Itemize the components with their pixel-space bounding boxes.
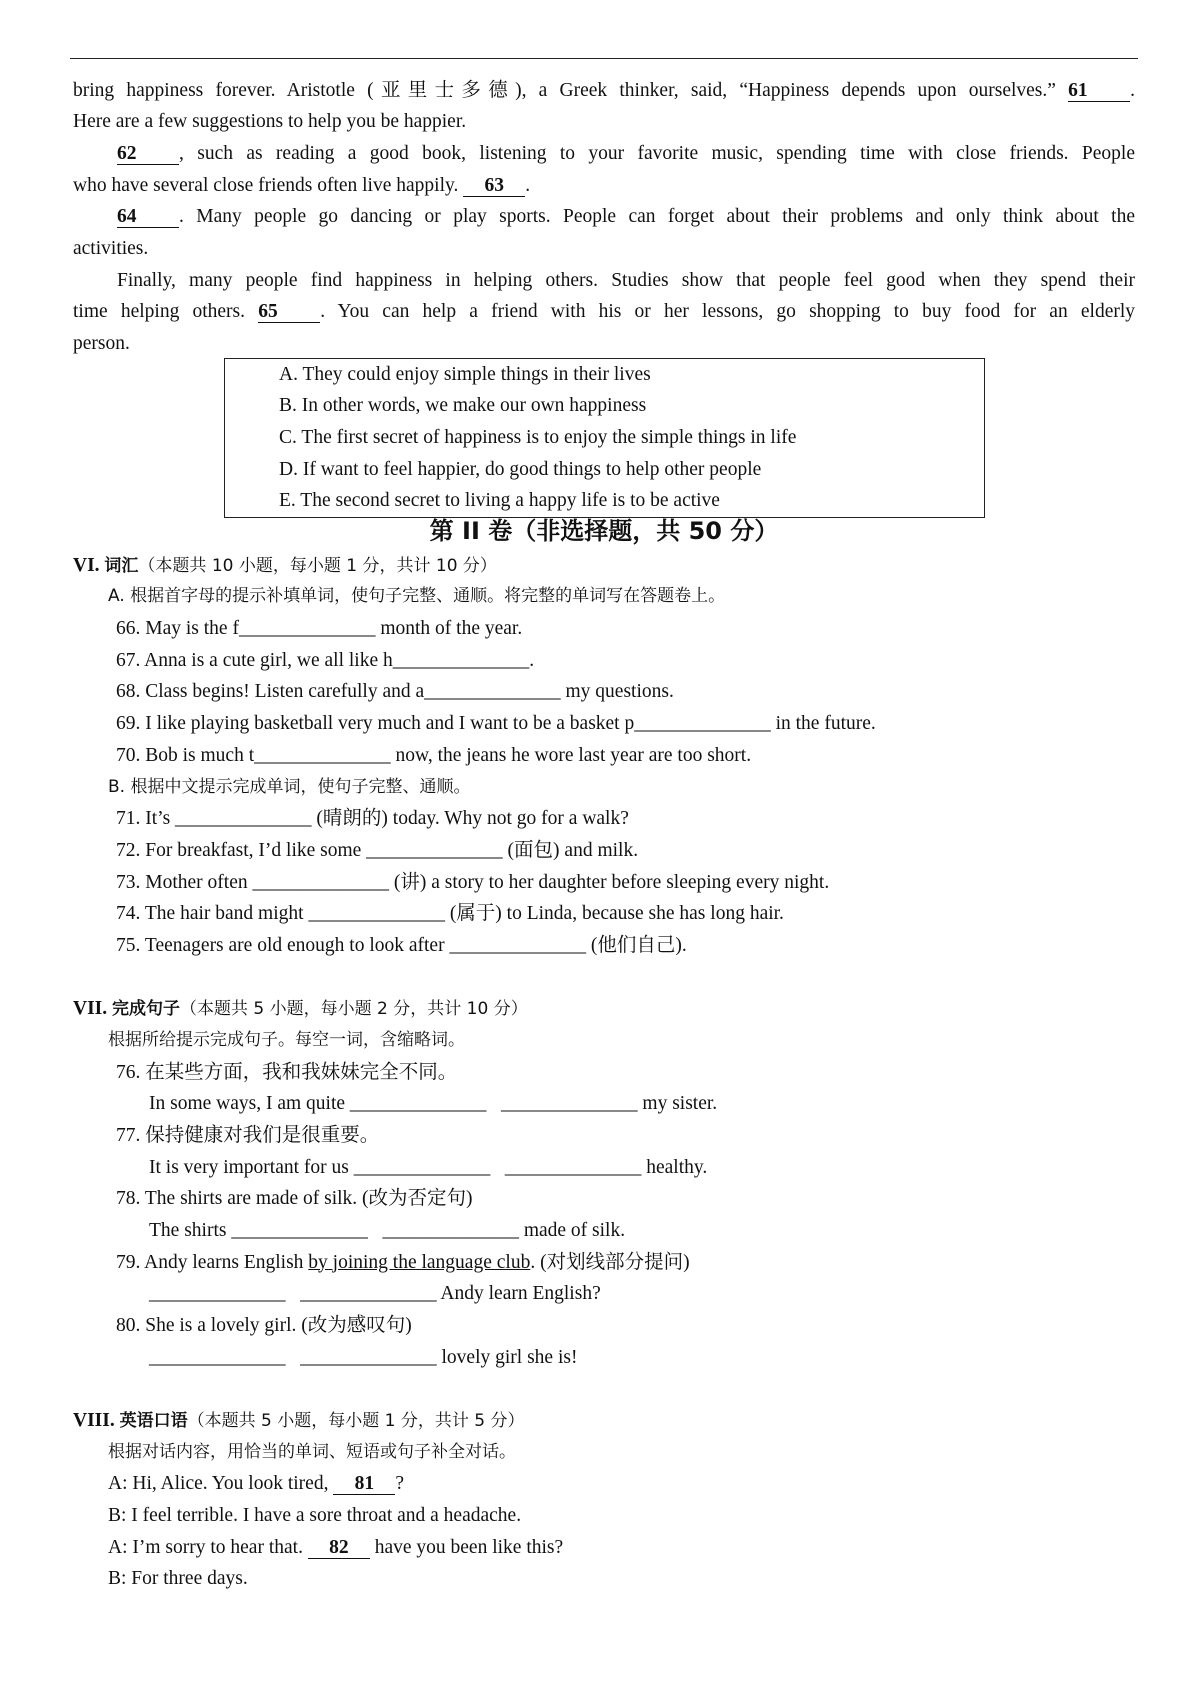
option-b: B. In other words, we make our own happiness xyxy=(279,395,647,417)
text: . You can help a friend with his or her lessons, go shopping to buy food for an elderly xyxy=(320,301,1136,323)
blank-81[interactable]: 81 xyxy=(333,1474,395,1495)
question-76: 76. 在某些方面，我和我妹妹完全不同。 xyxy=(116,1061,458,1083)
text: 79. Andy learns English xyxy=(116,1251,309,1273)
question-79 xyxy=(73,1247,1135,1279)
passage-line xyxy=(73,138,1135,170)
options-box xyxy=(224,358,985,518)
section-number: VIII. xyxy=(73,1409,115,1431)
answer-77: It is very important for us ______________ ______________ healthy. xyxy=(149,1156,708,1178)
question-74: 74. The hair band might ______________ (属于) to Linda, because she has long hair. xyxy=(116,903,784,925)
passage-line xyxy=(73,201,1135,233)
option-d: D. If want to feel happier, do good things to help other people xyxy=(279,458,762,480)
blank-64[interactable]: 64 xyxy=(117,207,179,228)
question-69: 69. I like playing basketball very much and I want to be a basket p______________ in the future. xyxy=(116,713,876,735)
passage-line xyxy=(73,296,1135,328)
passage-line xyxy=(73,170,1135,202)
question-67: 67. Anna is a cute girl, we all like h______________. xyxy=(116,649,535,671)
section-title: 英语口语 xyxy=(119,1410,188,1431)
question-77: 77. 保持健康对我们是很重要。 xyxy=(116,1124,380,1146)
answer-78: The shirts ______________ ______________ made of silk. xyxy=(149,1219,626,1241)
blank-62[interactable]: 62 xyxy=(117,144,179,165)
underlined-phrase: by joining the language club xyxy=(308,1251,531,1273)
question-78: 78. The shirts are made of silk. (改为否定句) xyxy=(116,1188,473,1210)
exam-page xyxy=(73,75,1135,1595)
text: A: I’m sorry to hear that. xyxy=(108,1536,303,1558)
option-e: E. The second secret to living a happy life is to be active xyxy=(279,490,720,512)
section-note: （本题共 10 小题，每小题 1 分，共计 10 分） xyxy=(138,555,497,576)
section-title: 完成句子 xyxy=(112,999,181,1020)
text: A: Hi, Alice. You look tired, xyxy=(108,1473,329,1495)
header-rule xyxy=(70,58,1138,59)
dialogue-line xyxy=(73,1468,1135,1500)
text: . (对划线部分提问) xyxy=(530,1251,690,1273)
question-73: 73. Mother often ______________ (讲) a story to her daughter before sleeping every night. xyxy=(116,871,830,893)
question-70: 70. Bob is much t______________ now, the jeans he wore last year are too short. xyxy=(116,744,752,766)
text: time helping others. xyxy=(73,301,246,323)
dialogue-line xyxy=(73,1532,1135,1564)
passage-line: activities. xyxy=(73,238,149,260)
instruction: B. 根据中文提示完成单词，使句子完整、通顺。 xyxy=(108,776,471,797)
dialogue-line: B: I feel terrible. I have a sore throat and a headache. xyxy=(108,1504,522,1526)
answer-80: ______________ ______________ lovely girl she is! xyxy=(149,1346,578,1368)
section-note: （本题共 5 小题，每小题 2 分，共计 10 分） xyxy=(180,999,528,1020)
instruction: 根据对话内容，用恰当的单词、短语或句子补全对话。 xyxy=(108,1441,516,1462)
text: . xyxy=(1130,79,1135,101)
answer-76: In some ways, I am quite ______________ ______________ my sister. xyxy=(149,1093,718,1115)
dialogue-line: B: For three days. xyxy=(108,1568,248,1590)
instruction: 根据所给提示完成句子。每空一词，含缩略词。 xyxy=(108,1029,465,1050)
text: , such as reading a good book, listening to your favorite music, spending time with close friends. People xyxy=(179,143,1135,165)
question-71: 71. It’s ______________ (晴朗的) today. Why not go for a walk? xyxy=(116,808,629,830)
question-68: 68. Class begins! Listen carefully and a______________ my questions. xyxy=(116,681,674,703)
question-80: 80. She is a lovely girl. (改为感叹句) xyxy=(116,1314,412,1336)
question-72: 72. For breakfast, I’d like some ______________ (面包) and milk. xyxy=(116,839,639,861)
section-vii-heading xyxy=(73,993,1135,1025)
blank-63[interactable]: 63 xyxy=(463,176,525,197)
section-vi-heading xyxy=(73,550,1135,582)
text: . xyxy=(525,174,531,196)
section-number: VI. xyxy=(73,554,100,576)
passage-line: Here are a few suggestions to help you be happier. xyxy=(73,111,467,133)
question-66: 66. May is the f______________ month of the year. xyxy=(116,618,523,640)
text: who have several close friends often live happily. xyxy=(73,174,459,196)
text: ? xyxy=(395,1473,404,1495)
section-viii-heading xyxy=(73,1405,1135,1437)
option-a: A. They could enjoy simple things in their lives xyxy=(279,363,651,385)
section-title: 词汇 xyxy=(104,555,139,576)
answer-79: ______________ ______________ Andy learn English? xyxy=(149,1283,601,1305)
blank-61[interactable]: 61 xyxy=(1068,81,1130,102)
text: have you been like this? xyxy=(374,1536,564,1558)
text: bring happiness forever. Aristotle (亚里士多德), a Greek thinker, said, “Happiness depends upon ourselves.” xyxy=(73,79,1056,101)
question-75: 75. Teenagers are old enough to look after ______________ (他们自己). xyxy=(116,934,687,956)
blank-65[interactable]: 65 xyxy=(258,302,320,323)
instruction: A. 根据首字母的提示补填单词，使句子完整、通顺。将完整的单词写在答题卷上。 xyxy=(108,586,726,607)
passage-line: Finally, many people find happiness in helping others. Studies show that people feel good when they spend their xyxy=(117,269,1135,291)
section-number: VII. xyxy=(73,998,108,1020)
part2-title: 第 II 卷（非选择题，共 50 分） xyxy=(429,517,779,546)
section-note: （本题共 5 小题，每小题 1 分，共计 5 分） xyxy=(187,1410,525,1431)
option-c: C. The first secret of happiness is to enjoy the simple things in life xyxy=(279,427,797,449)
text: . Many people go dancing or play sports. People can forget about their problems and only think about the xyxy=(179,206,1135,228)
blank-82[interactable]: 82 xyxy=(308,1538,370,1559)
passage-line: person. xyxy=(73,333,130,355)
passage-line xyxy=(73,75,1135,107)
